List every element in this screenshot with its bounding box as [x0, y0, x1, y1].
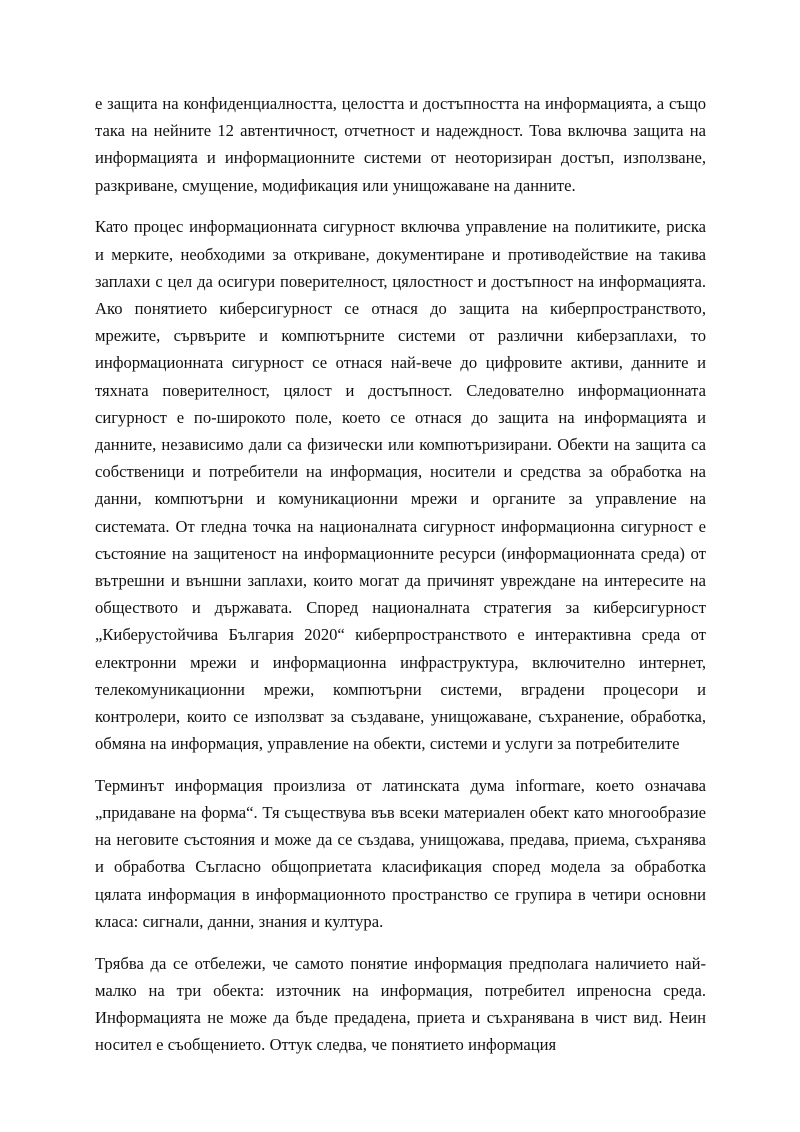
document-text-column: [95, 90, 706, 1058]
paragraph-4: Трябва да се отбележи, че самото понятие информация предполага наличието най-малко на три обекта: източник на информация, потребител ипреносна среда. Информацията не може да бъде предадена, приета и съхранявана в чист вид. Неин носител е съобщението. Оттук следва, че понятието информация: [95, 953, 706, 1055]
paragraph-3: Терминът информация произлиза от латинската дума informare, което означава „придаване на форма“. Тя съществува във всеки материален обект като многообразие на неговите състояния и може да се създава, унищожава, предава, приема, съхранява и обработва Съгласно общоприетата класификация според модела за обработка цялата информация в информационното пространство се групира в четири основни класа: сигнали, данни, знания и култура.: [95, 775, 706, 931]
paragraph-2: Като процес информационната сигурност включва управление на политиките, риска и мерките, необходими за откриване, документиране и противодействие на такива заплахи с цел да осигури поверителност, цялостност и достъпност на информацията. Ако понятието киберсигурност се отнася до защита на киберпространството, мрежите, сървърите и компютърните системи от различни киберзаплахи, то информационната сигурност се отнася най-вече до цифровите активи, данните и тяхната поверителност, цялост и достъпност. Следователно информационната сигурност е по-широкото поле, което се отнася до защита на информацията и данните, независимо дали са физически или компютъризирани. Обекти на защита са собственици и потребители на информация, носители и средства за обработка на данни, компютърни и комуникационни мрежи и органите за управление на системата. От гледна точка на националната сигурност информационна сигурност е състояние на защитеност на информационните ресурси (информационната среда) от вътрешни и външни заплахи, които могат да причинят увреждане на интересите на обществото и държавата. Според националната стратегия за киберсигурност „Киберустойчива България 2020“ киберпространството е интерактивна среда от електронни мрежи и информационна инфраструктура, включително интернет, телекомуникационни мрежи, компютърни системи, вградени процесори и контролери, които се използват за създаване, унищожаване, съхранение, обработка, обмяна на информация, управление на обекти, системи и услуги за потребителите: [95, 217, 706, 754]
paragraph-1: е защита на конфиденциалността, целостта и достъпността на информацията, а също така на нейните 12 автентичност, отчетност и надеждност. Това включва защита на информацията и информационните системи от неоторизиран достъп, използване, разкриване, смущение, модификация или унищожаване на данните.: [95, 94, 706, 195]
